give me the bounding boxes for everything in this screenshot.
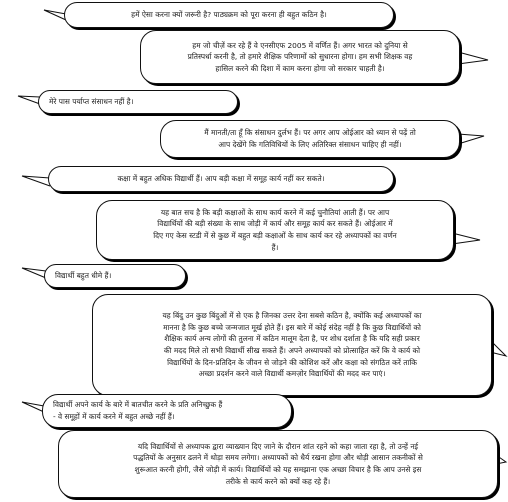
student-bubble-5 [42, 394, 292, 428]
facilitator-bubble-5 [58, 430, 498, 498]
student-bubble-2 [38, 90, 238, 114]
facilitator-bubble-3 [96, 200, 454, 260]
bubble-tail-2 [458, 52, 488, 64]
bubble-text: हम जो चीज़ें कर रहे हैं वे एनसीएफ 2005 में वर्णित हैं। अगर भारत को दुनिया से प्रतिस्पर्धा करनी है, तो हमारे शैक्षिक परिणामों को सुधारना होगा। हम सभी शिक्षक वह हासिल करने की दिशा में काम करना होगा जो सरकार चाहती है। [187, 40, 413, 73]
bubble-text: मैं मानती/ता हूँ कि संसाधन दुर्लभ हैं। पर अगर आप ओईआर को ध्यान से पढ़ें तो आप देखेंगे कि गतिविधियों के लिए अतिरिक्त संसाधन चाहिए ही नहीं। [204, 128, 416, 149]
student-bubble-1 [64, 2, 394, 28]
bubble-text: कक्षा में बहुत अधिक विद्यार्थी हैं। आप बड़ी कक्षा में समूह कार्य नहीं कर सकते। [117, 174, 325, 184]
bubble-tail-7 [22, 268, 46, 278]
bubble-text: यह बात सच है कि बड़ी कक्षाओं के साथ कार्य करने में कई चुनौतियां आती हैं। पर आप विद्यार्थियों की बड़ी संख्या के साथ जोड़ी में कार्य और समूह कार्य कर सकते हैं। ओईआर में दिए गए केस स्टडी में से कुछ में बहुत बड़ी कक्षाओं के साथ कार्य कर रहे अध्यापकों का वर्णन हैं। [153, 207, 397, 252]
bubble-tail-4 [458, 134, 484, 144]
bubble-tail-3 [18, 96, 40, 104]
bubble-tail-6 [452, 233, 480, 244]
bubble-text: यदि विद्यार्थियों से अध्यापक द्वारा व्याख्यान दिए जाने के दौरान शांत रहने को कहा जाता रहा है, तो उन्हें नई पद्धतियों के अनुसार ढलने में थोड़ा समय लगेगा। अध्यापकों को धैर्य रखना होगा और थोड़ी आसान तकनीकों से शुरूआत करनी होगी, जैसे जोड़ी में कार्य। विद्यार्थियों को यह समझाना एक अच्छा विचार है कि आप उनसे इस तरीके से कार्य करने को क्यों कह रहे हैं। [133, 441, 423, 486]
bubble-text: यह बिंदु उन कुछ बिंदुओं में से एक है जिनका उत्तर देना सबसे कठिन है, क्योंकि कई अध्यापकों का मानना है कि कुछ बच्चे जन्मजात मूर्ख होते हैं। इस बारे में कोई संदेह नहीं है कि कुछ विद्यार्थियों को शैक्षिक कार्य अन्य लोगों की तुलना में कठिन मालूम देता है, पर शोध दर्शाता है कि यदि सही प्रकार की मदद मिले तो सभी विद्यार्थी सीख सकते हैं। अपने अध्यापकों को प्रोत्साहित करें कि वे कार्य को विद्यार्थियों के दिन-प्रतिदिन के जीवन से जोड़ने की कोशिश करें और कक्षा को संगठित करें ताकि अच्छा प्रदर्शन करने वाले विद्यार्थी कमज़ोर विद्यार्थियों की मदद कर पाएं। [162, 311, 422, 379]
facilitator-bubble-1 [140, 30, 460, 84]
bubble-tail-8 [490, 340, 506, 356]
bubble-text: हमें ऐसा करना क्यों जरूरी है? पाठ्यक्रम को पूरा करना ही बहुत कठिन है। [131, 10, 327, 20]
bubble-tail-1 [44, 10, 66, 20]
student-bubble-3 [48, 166, 394, 192]
bubble-tail-9 [22, 402, 44, 412]
bubble-text: मेरे पास पर्याप्त संसाधन नहीं है। [49, 97, 134, 107]
bubble-tail-5 [22, 176, 50, 186]
facilitator-bubble-2 [160, 120, 460, 158]
facilitator-bubble-4 [92, 294, 492, 396]
bubble-text: विद्यार्थी बहुत धीमे हैं। [55, 271, 112, 281]
student-bubble-4 [44, 264, 186, 288]
bubble-text: विद्यार्थी अपने कार्य के बारे में बातचीत करने के प्रति अनिच्छुक हैं - वे समूहों में कार्य करने में बहुत अच्छे नहीं हैं। [53, 400, 223, 421]
